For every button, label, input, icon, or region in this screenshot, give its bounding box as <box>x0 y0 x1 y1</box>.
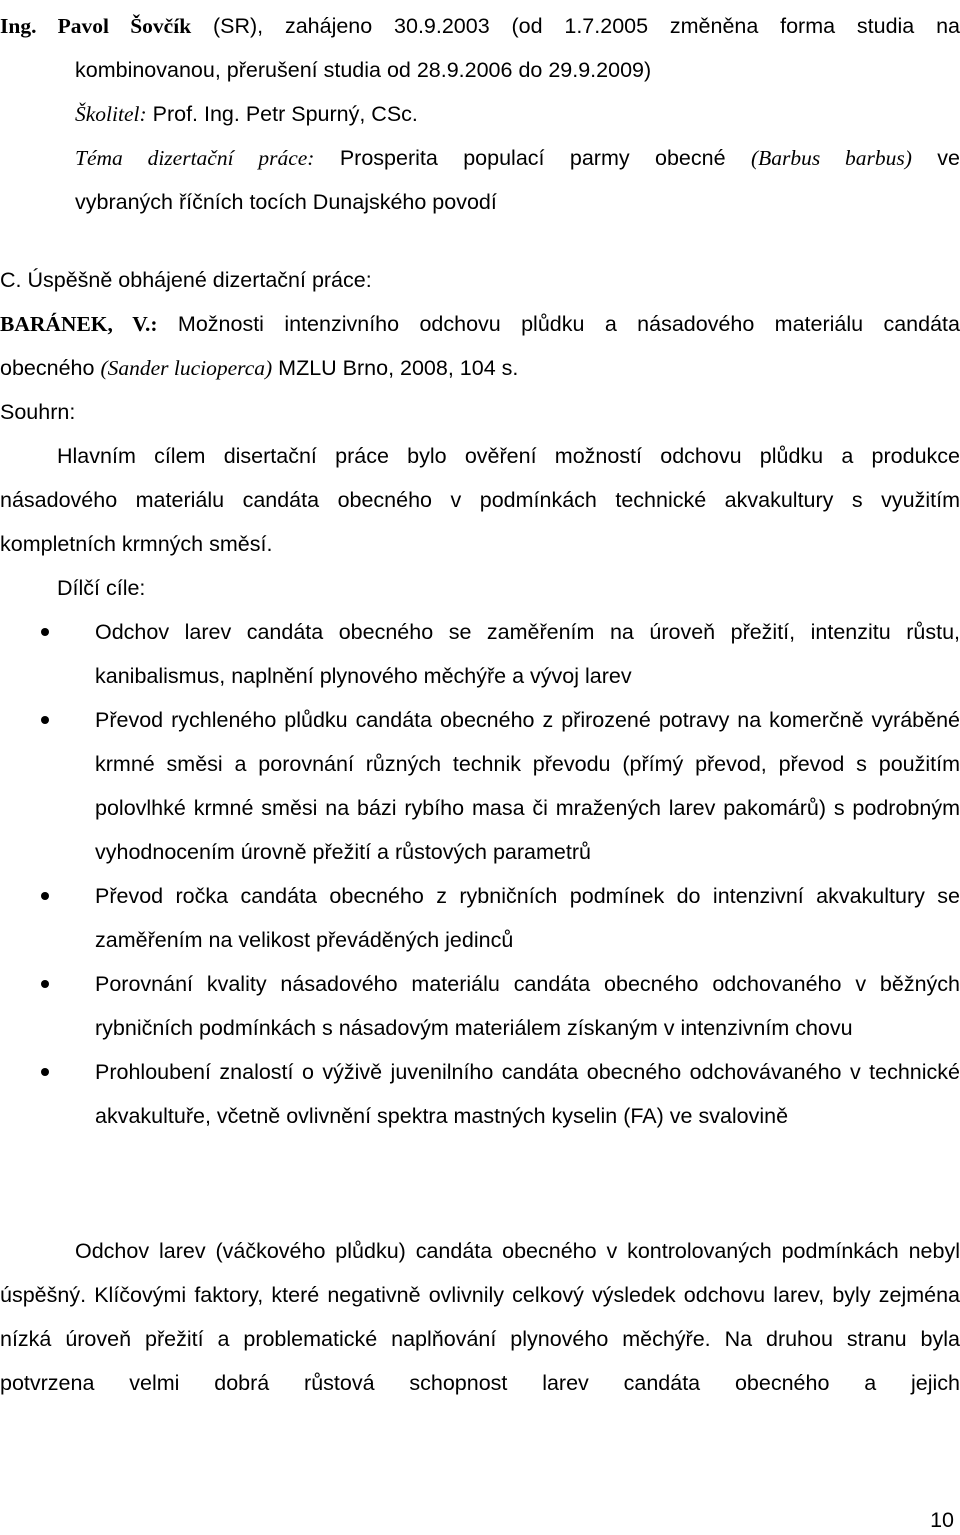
goal-text: Prohloubení znalostí o výživě juvenilního candáta obecného odchovávaného v technické akvakultuře, včetně ovlivnění spektra mastných kyselin (FA) ve svalovině <box>95 1060 960 1128</box>
topic-label: Téma dizertační práce: <box>75 146 315 170</box>
topic-line-2: vybraných říčních tocích Dunajského povodí <box>75 190 497 214</box>
thesis-reference <box>0 302 960 390</box>
reference-line-1 <box>0 302 960 346</box>
topic-line <box>0 136 960 180</box>
supervisor-value: Prof. Ing. Petr Spurný, CSc. <box>146 102 418 126</box>
goal-text: Převod ročka candáta obecného z rybničních podmínek do intenzivní akvakultury se zaměřením na velikost převáděných jedinců <box>95 884 960 952</box>
section-c-heading: C. Úspěšně obhájené dizertační práce: <box>0 268 372 292</box>
goal-item <box>0 962 960 1050</box>
summary-text: Hlavním cílem disertační práce bylo ověření možností odchovu plůdku a produkce násadového materiálu candáta obecného v podmínkách technické akvakultury s využitím kompletních krmných směsí. <box>0 444 960 556</box>
topic-value-b: ve <box>911 146 960 170</box>
page-number: 10 <box>930 1508 954 1532</box>
student-name: Ing. Pavol Šovčík <box>0 14 192 38</box>
topic-value-a: Prosperita populací parmy obecné <box>314 146 751 170</box>
goals-label: Dílčí cíle: <box>57 576 146 600</box>
supervisor-label: Školitel: <box>75 102 147 126</box>
bullet-icon <box>41 892 49 900</box>
goal-text: Odchov larev candáta obecného se zaměřením na úroveň přežití, intenzitu růstu, kanibalismus, naplnění plynového měchýře a vývoj larev <box>95 620 960 688</box>
conclusion-text: Odchov larev (váčkového plůdku) candáta obecného v kontrolovaných podmínkách nebyl úspěšný. Klíčovými faktory, které negativně ovlivnily celkový výsledek odchovu larev, byly zejména nízká úroveň přežití a problematické naplňování plynového měchýře. Na druhou stranu byla potvrzena velmi dobrá růstová schopnost larev candáta obecného a jejich <box>0 1239 960 1395</box>
student-entry <box>0 4 960 224</box>
entry-line-1 <box>0 4 960 48</box>
reference-title-b: obecného <box>0 356 101 380</box>
reference-line-2 <box>0 346 960 390</box>
bullet-icon <box>41 628 49 636</box>
reference-author: BARÁNEK, V.: <box>0 312 158 336</box>
entry-line-2: kombinovanou, přerušení studia od 28.9.2006 do 29.9.2009) <box>75 58 652 82</box>
bullet-icon <box>41 716 49 724</box>
goal-item <box>0 1050 960 1138</box>
bullet-icon <box>41 980 49 988</box>
bullet-icon <box>41 1068 49 1076</box>
goal-item <box>0 874 960 962</box>
goals-list <box>0 610 960 1138</box>
reference-latin: (Sander lucioperca) <box>100 356 273 380</box>
goal-item <box>0 698 960 874</box>
conclusion-paragraph <box>0 1229 960 1405</box>
goal-item <box>0 610 960 698</box>
supervisor-line <box>0 92 960 136</box>
summary-label: Souhrn: <box>0 400 76 424</box>
entry-status: (SR), zahájeno 30.9.2003 (od 1.7.2005 změněna forma studia na <box>191 14 960 38</box>
reference-title-a: Možnosti intenzivního odchovu plůdku a násadového materiálu candáta <box>157 312 960 336</box>
reference-title-c: MZLU Brno, 2008, 104 s. <box>272 356 519 380</box>
topic-latin: (Barbus barbus) <box>750 146 912 170</box>
goal-text: Porovnání kvality násadového materiálu candáta obecného odchovaného v běžných rybničních podmínkách s násadovým materiálem získaným v intenzivním chovu <box>95 972 960 1040</box>
summary-paragraph <box>0 434 960 566</box>
goal-text: Převod rychleného plůdku candáta obecného z přirozené potravy na komerčně vyráběné krmné směsi a porovnání různých technik převodu (přímý převod, převod s použitím polovlhké krmné směsi na bázi rybího masa či mražených larev pakomárů) s podrobným vyhodnocením úrovně přežití a růstových parametrů <box>95 708 960 864</box>
